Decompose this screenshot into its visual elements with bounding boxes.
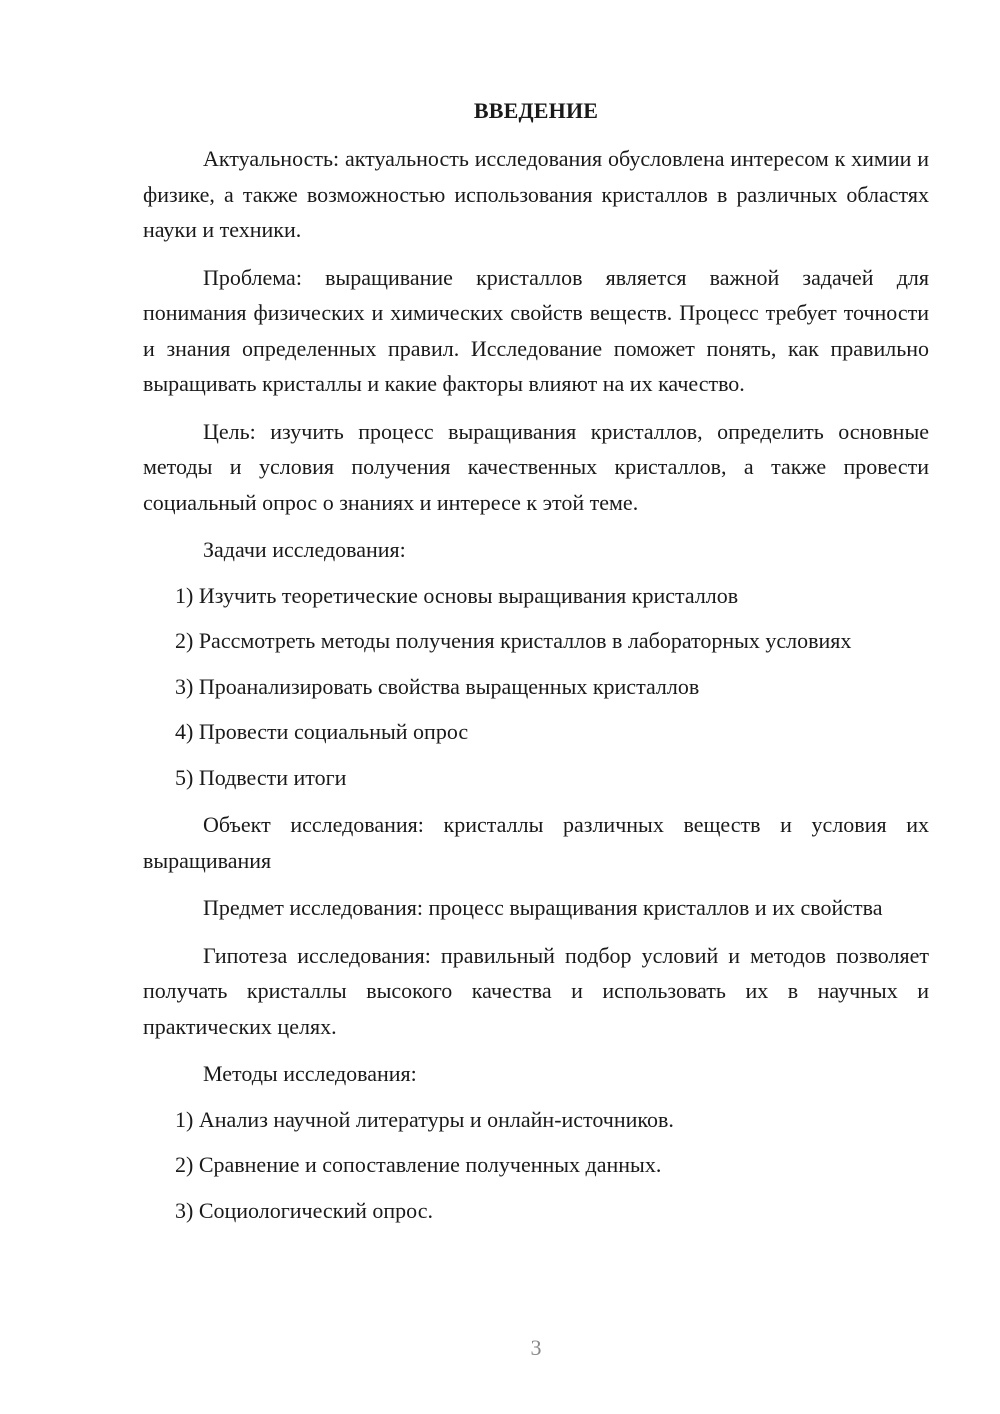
task-item-3: 3) Проанализировать свойства выращенных кристаллов [175, 673, 700, 699]
tasks-heading: Задачи исследования: [203, 537, 406, 562]
task-item-2: 2) Рассмотреть методы получения кристаллов в лабораторных условиях [175, 628, 852, 653]
paragraph-relevance: Актуальность: актуальность исследования обусловлена интересом к химии и физике, а также возможностью использования кристаллов в различных областях науки и техники. [143, 146, 929, 242]
paragraph-object: Объект исследования: кристаллы различных веществ и условия их выращивания [143, 812, 929, 873]
section-body [143, 141, 929, 1228]
method-item-3: 3) Социологический опрос. [175, 1197, 433, 1223]
paragraph-problem: Проблема: выращивание кристаллов является важной задачей для понимания физических и химических свойств веществ. Процесс требует точности и знания определенных правил. Исследование поможет понять, как правильно выращивать кристаллы и какие факторы влияют на их качество. [143, 264, 929, 396]
section-title: ВВЕДЕНИЕ [473, 98, 599, 123]
page-number: 3 [530, 1335, 542, 1360]
paragraph-hypothesis: Гипотеза исследования: правильный подбор условий и методов позволяет получать кристаллы высокого качества и использовать их в научных и практических целях. [143, 942, 929, 1039]
task-item-4: 4) Провести социальный опрос [175, 719, 469, 744]
task-item-5: 5) Подвести итоги [175, 764, 347, 790]
task-item-1: 1) Изучить теоретические основы выращивания кристаллов [175, 582, 739, 608]
methods-heading: Методы исследования: [203, 1061, 417, 1086]
paragraph-subject: Предмет исследования: процесс выращивания кристаллов и их свойства [203, 895, 883, 920]
method-item-2: 2) Сравнение и сопоставление полученных данных. [175, 1152, 662, 1177]
paragraph-goal: Цель: изучить процесс выращивания кристаллов, определить основные методы и условия получения качественных кристаллов, а также провести социальный опрос о знаниях и интересе к этой теме. [143, 418, 929, 515]
method-item-1: 1) Анализ научной литературы и онлайн-источников. [175, 1106, 674, 1132]
